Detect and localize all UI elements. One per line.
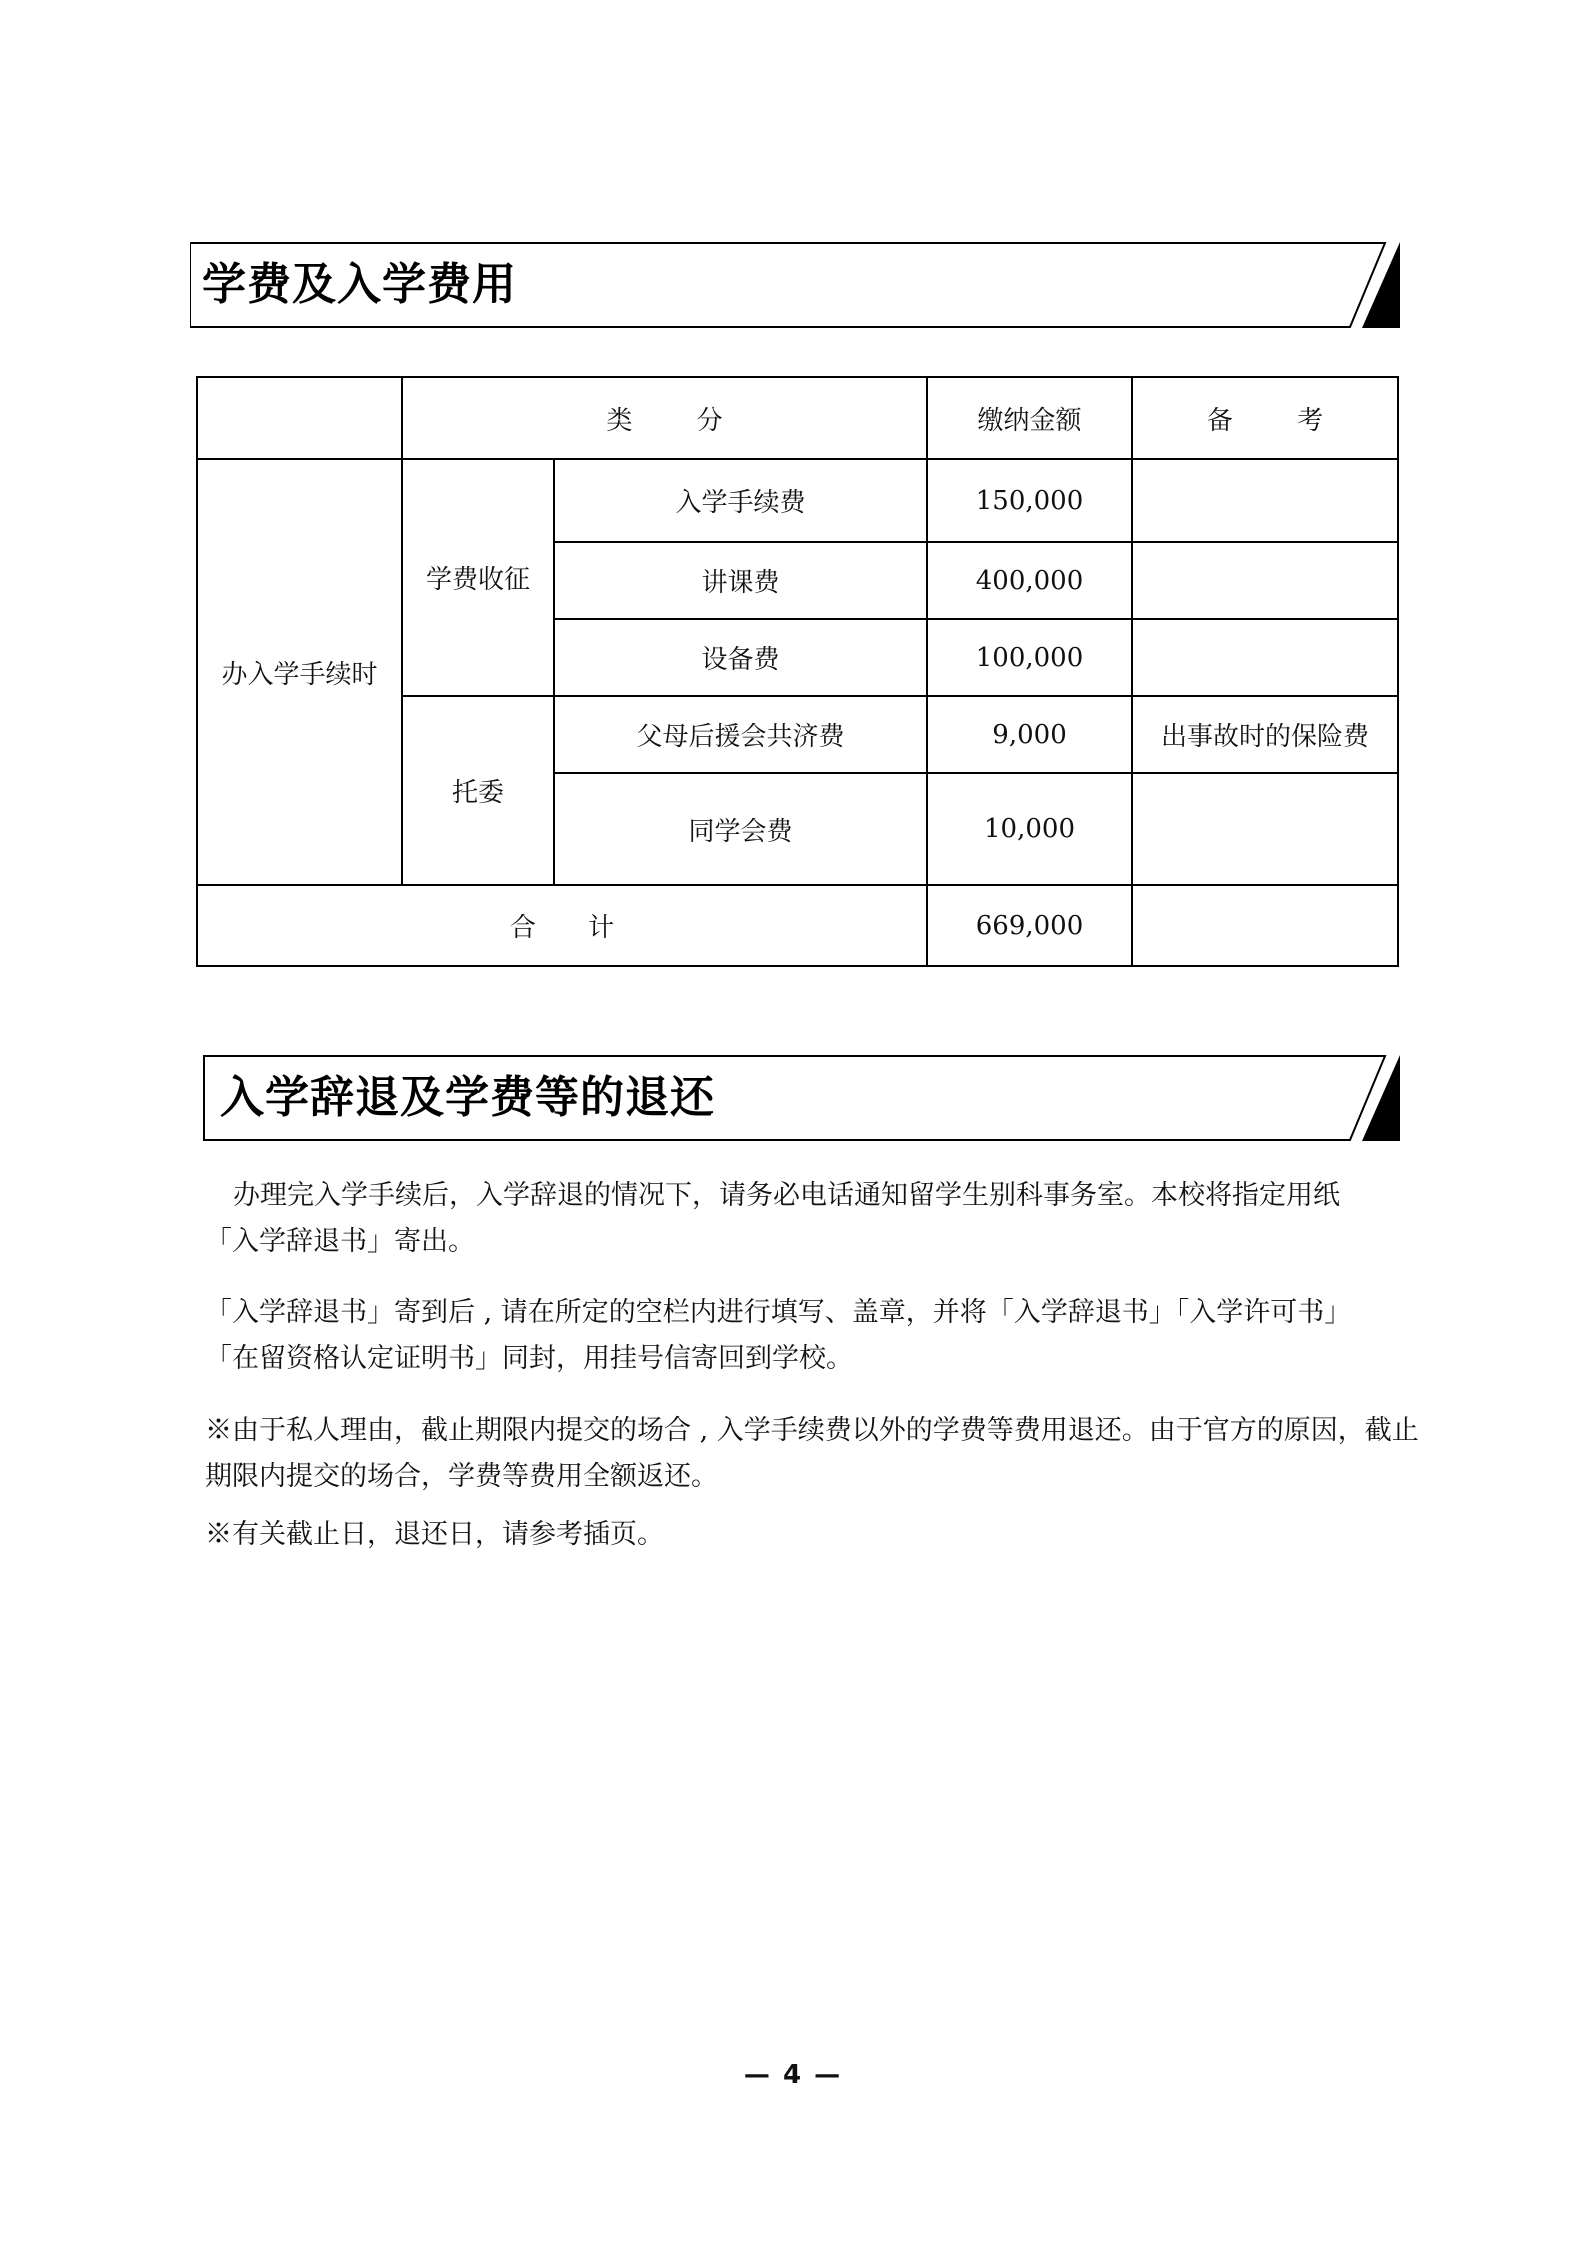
paragraph-line: 期限内提交的场合，学费等费用全额返还。 bbox=[205, 1461, 718, 1492]
section-heading-withdrawal bbox=[190, 1055, 1400, 1141]
table-row bbox=[197, 459, 1398, 542]
item-remark bbox=[1132, 542, 1398, 619]
total-remark bbox=[1132, 885, 1398, 966]
header-blank-cell bbox=[197, 377, 402, 459]
section-heading-fees bbox=[190, 242, 1400, 328]
paragraph-line: ※由于私人理由，截止期限内提交的场合 , 入学手续费以外的学费等费用退还。由于官方的原因，截止 bbox=[205, 1415, 1419, 1446]
paragraph bbox=[205, 1290, 1415, 1382]
item-label: 父母后援会共济费 bbox=[554, 696, 927, 773]
item-label: 同学会费 bbox=[554, 773, 927, 885]
paragraph-line: 「入学辞退书」寄出。 bbox=[205, 1226, 475, 1257]
item-label: 设备费 bbox=[554, 619, 927, 696]
section-title-withdrawal: 入学辞退及学费等的退还 bbox=[220, 1072, 715, 1123]
table-total-row bbox=[197, 885, 1398, 966]
item-label: 入学手续费 bbox=[554, 459, 927, 542]
item-amount: 9,000 bbox=[927, 696, 1132, 773]
header-category: 类 分 bbox=[402, 377, 927, 459]
paragraph bbox=[205, 1173, 1415, 1265]
page-number: — 4 — bbox=[743, 2060, 843, 2090]
item-amount: 150,000 bbox=[927, 459, 1132, 542]
paragraph bbox=[205, 1512, 1415, 1558]
subgroup-label-tuition: 学费收征 bbox=[402, 459, 554, 696]
paragraph-line: 「入学辞退书」寄到后 , 请在所定的空栏内进行填写、盖章，并将「入学辞退书」「入学许可书」 bbox=[205, 1297, 1352, 1328]
item-amount: 400,000 bbox=[927, 542, 1132, 619]
paragraph bbox=[205, 1408, 1419, 1500]
item-remark bbox=[1132, 459, 1398, 542]
header-amount: 缴纳金额 bbox=[927, 377, 1132, 459]
section-title-fees: 学费及入学费用 bbox=[202, 259, 517, 310]
paragraph-line: 「在留资格认定证明书」同封，用挂号信寄回到学校。 bbox=[205, 1343, 853, 1374]
total-amount: 669,000 bbox=[927, 885, 1132, 966]
subgroup-label-entrusted: 托委 bbox=[402, 696, 554, 885]
fees-table bbox=[196, 376, 1399, 967]
paragraph-line: ※有关截止日，退还日，请参考插页。 bbox=[205, 1519, 664, 1550]
item-remark: 出事故时的保险费 bbox=[1132, 696, 1398, 773]
header-remarks: 备 考 bbox=[1132, 377, 1398, 459]
group-label: 办入学手续时 bbox=[197, 459, 402, 885]
table-header-row bbox=[197, 377, 1398, 459]
item-amount: 10,000 bbox=[927, 773, 1132, 885]
item-remark bbox=[1132, 773, 1398, 885]
paragraph-line: 办理完入学手续后，入学辞退的情况下，请务必电话通知留学生别科事务室。本校将指定用纸 bbox=[233, 1180, 1340, 1211]
item-amount: 100,000 bbox=[927, 619, 1132, 696]
item-label: 讲课费 bbox=[554, 542, 927, 619]
item-remark bbox=[1132, 619, 1398, 696]
total-label: 合 计 bbox=[197, 885, 927, 966]
